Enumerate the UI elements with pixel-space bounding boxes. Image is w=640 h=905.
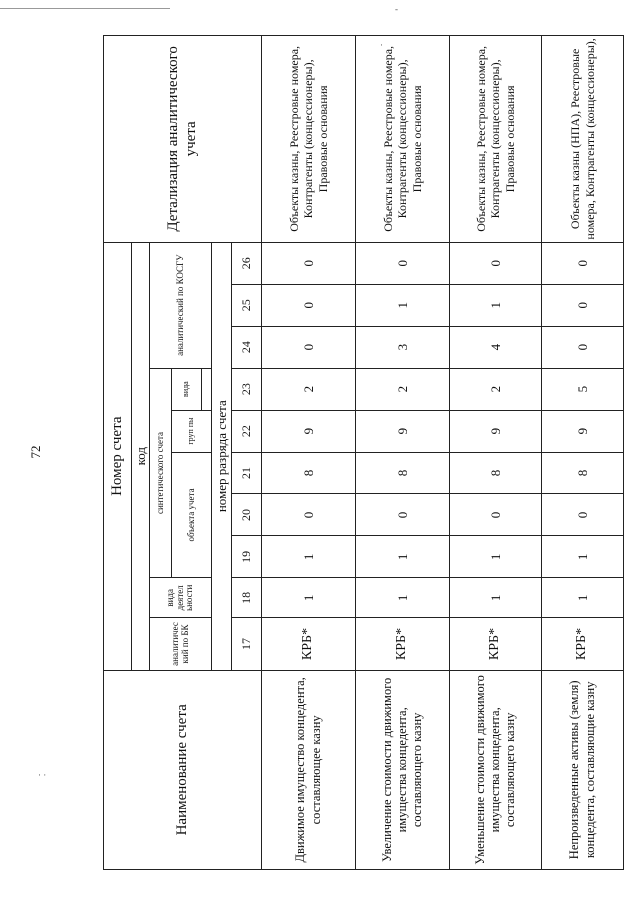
value-cell: 1 [542,536,624,578]
value-cell: 9 [262,410,356,452]
activity-type-header: вида деятел ьности [150,578,212,618]
digit-cell: 21 [232,452,262,494]
value-cell: 0 [450,494,542,536]
value-cell: 2 [356,368,450,410]
value-cell: 1 [356,536,450,578]
account-name: Увеличение стоимости движимого имущества концедента, составляющего казну [356,670,450,869]
page-number: 72 [28,445,43,459]
value-cell: 8 [542,452,624,494]
value-cell: 0 [542,326,624,368]
value-cell: 0 [262,494,356,536]
value-cell: 1 [262,578,356,618]
value-cell: 1 [450,536,542,578]
value-cell: 1 [542,578,624,618]
digit-cell: 23 [232,368,262,410]
digit-number-header: номер разряда счета [212,242,232,670]
digit-cell: 25 [232,284,262,326]
table-row [450,36,542,870]
value-cell: 0 [542,284,624,326]
rotated-page [103,35,597,870]
detail-cell: Объекты казны, Реестровые номера, Контрагенты (концессионеры), Правовые основания [262,36,356,243]
name-column-header: Наименование счета [104,670,262,869]
value-cell: 8 [450,452,542,494]
analytic-bk-header: аналитичес кий по БК [150,618,212,670]
kind-header-spacer [202,368,212,410]
value-cell: 0 [450,242,542,284]
detail-cell: Объекты казны (НПА), Реестровые номера, Контрагенты (концессионеры), [542,36,624,243]
detail-cell: Объекты казны, Реестровые номера, Контрагенты (концессионеры), Правовые основания [450,36,542,243]
value-cell: 8 [356,452,450,494]
value-cell: 1 [450,578,542,618]
account-name: Движимое имущество концедента, составляющее казну [262,670,356,869]
value-cell: 1 [450,284,542,326]
detail-column-header: Детализация аналитического учета [104,36,262,243]
header-row-1 [104,36,132,870]
kind-header: вида [172,368,202,410]
value-cell: 1 [262,536,356,578]
value-cell: 2 [262,368,356,410]
value-cell: 4 [450,326,542,368]
value-cell: 9 [542,410,624,452]
value-cell: 0 [542,242,624,284]
digit-cell: 19 [232,536,262,578]
synthetic-header: синтетического счета [150,368,172,578]
group-header: груп пы [172,410,212,452]
value-cell: 0 [542,494,624,536]
value-cell: 2 [450,368,542,410]
value-cell: 1 [356,578,450,618]
value-cell: 0 [262,326,356,368]
digit-cell: 22 [232,410,262,452]
account-object-header: объекта учета [172,452,212,578]
value-cell: 3 [356,326,450,368]
value-cell: 5 [542,368,624,410]
digit-cell: 17 [232,618,262,670]
value-cell: 9 [356,410,450,452]
account-name: Непроизведенные активы (земля) концедента, составляющие казну [542,670,624,869]
digit-cell: 18 [232,578,262,618]
code-header: код [132,242,150,670]
digit-cell: 20 [232,494,262,536]
top-edge-line [0,8,170,9]
value-cell: КРБ* [450,618,542,670]
digit-cell: 24 [232,326,262,368]
accounts-table [103,35,624,870]
table-row [262,36,356,870]
digit-cell: 26 [232,242,262,284]
value-cell: КРБ* [262,618,356,670]
scan-mark: - [395,4,398,14]
value-cell: 0 [356,242,450,284]
scan-mark: · [380,40,383,50]
account-name: Уменьшение стоимости движимого имущества концедента, составляющего казну [450,670,542,869]
value-cell: 0 [356,494,450,536]
table-row [356,36,450,870]
value-cell: 9 [450,410,542,452]
value-cell: КРБ* [542,618,624,670]
detail-cell: Объекты казны, Реестровые номера, Контрагенты (концессионеры), Правовые основания [356,36,450,243]
value-cell: 1 [356,284,450,326]
account-number-header: Номер счета [104,242,132,670]
value-cell: КРБ* [356,618,450,670]
value-cell: 0 [262,242,356,284]
table-row [542,36,624,870]
value-cell: 0 [262,284,356,326]
scan-mark: · · [38,770,47,780]
analytic-kosgu-header: аналитический по КОСГУ [150,242,212,368]
value-cell: 8 [262,452,356,494]
